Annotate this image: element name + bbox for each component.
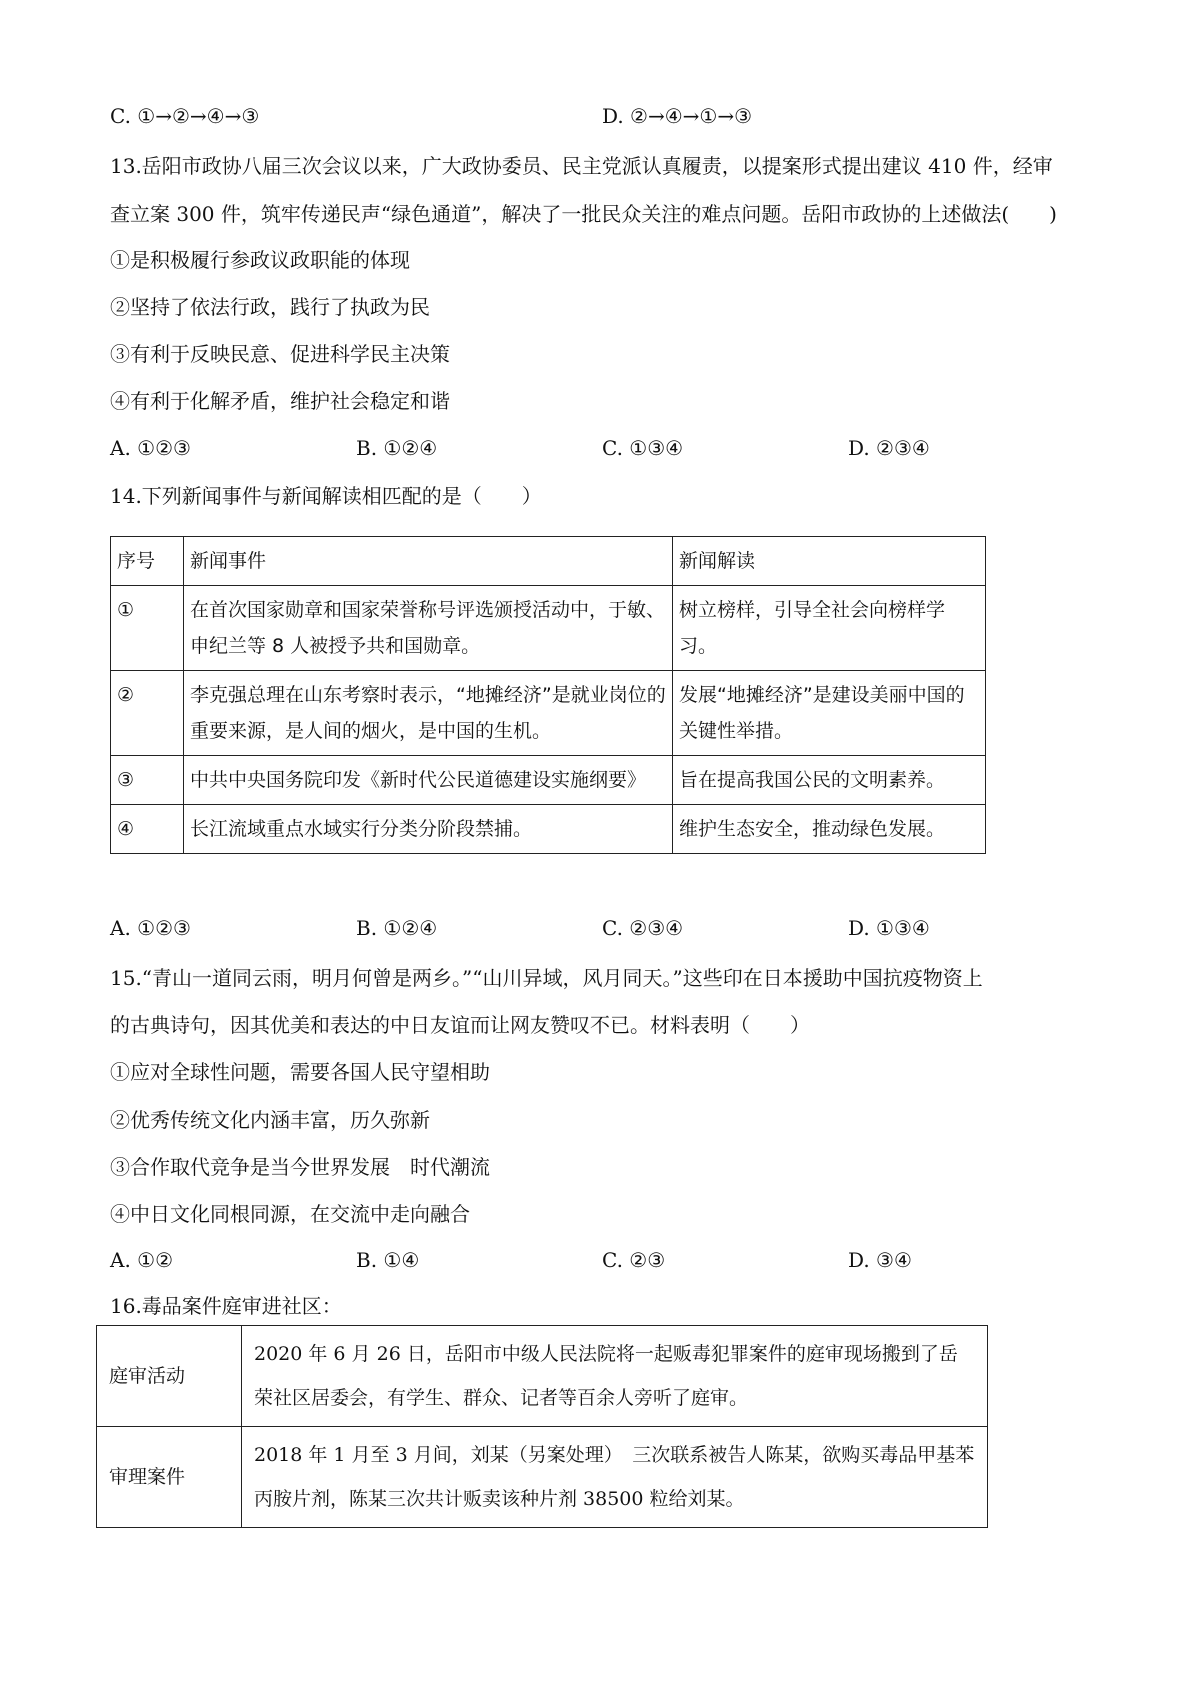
row-reading: 发展“地摊经济”是建设美丽中国的关键性举措。 [673, 671, 986, 756]
table-row [111, 805, 986, 854]
q15-stem-line1: 15.“青山一道同云雨，明月何曾是两乡。”“山川异域，风月同天。”这些印在日本援助中国抗疫物资上 [110, 966, 983, 990]
header-event: 新闻事件 [184, 537, 673, 586]
q14-option-d: D. ①③④ [848, 916, 930, 940]
q13-option-c: C. ①③④ [602, 436, 684, 460]
table-row [111, 756, 986, 805]
row-reading: 树立榜样，引导全社会向榜样学习。 [673, 586, 986, 671]
q13-stem-line1: 13.岳阳市政协八届三次会议以来，广大政协委员、民主党派认真履责，以提案形式提出建议 410 件，经审 [110, 154, 1053, 178]
row-reading: 旨在提高我国公民的文明素养。 [673, 756, 986, 805]
q13-item-1: ①是积极履行参政议政职能的体现 [110, 248, 410, 272]
q14-stem: 14.下列新闻事件与新闻解读相匹配的是（ ） [110, 484, 542, 508]
row-no: ② [111, 671, 184, 756]
q13-item-3: ③有利于反映民意、促进科学民主决策 [110, 342, 450, 366]
row-reading: 维护生态安全，推动绿色发展。 [673, 805, 986, 854]
q15-option-a: A. ①② [110, 1248, 174, 1272]
row-event: 李克强总理在山东考察时表示，“地摊经济”是就业岗位的重要来源，是人间的烟火，是中国的生机。 [184, 671, 673, 756]
row-content: 2020 年 6 月 26 日，岳阳市中级人民法院将一起贩毒犯罪案件的庭审现场搬到了岳荣社区居委会，有学生、群众、记者等百余人旁听了庭审。 [242, 1326, 988, 1427]
q12-option-d: D. ②→④→①→③ [602, 104, 753, 128]
q15-item-4: ④中日文化同根同源，在交流中走向融合 [110, 1202, 470, 1226]
row-no: ④ [111, 805, 184, 854]
row-event: 在首次国家勋章和国家荣誉称号评选颁授活动中，于敏、申纪兰等 8 人被授予共和国勋章。 [184, 586, 673, 671]
q13-option-a: A. ①②③ [110, 436, 191, 460]
q15-item-1: ①应对全球性问题，需要各国人民守望相助 [110, 1060, 490, 1084]
header-no: 序号 [111, 537, 184, 586]
q12-option-c: C. ①→②→④→③ [110, 104, 260, 128]
table-header-row [111, 537, 986, 586]
row-event: 长江流域重点水域实行分类分阶段禁捕。 [184, 805, 673, 854]
row-no: ③ [111, 756, 184, 805]
q15-item-3: ③合作取代竞争是当今世界发展 时代潮流 [110, 1155, 490, 1179]
q15-item-2: ②优秀传统文化内涵丰富，历久弥新 [110, 1108, 430, 1132]
header-reading: 新闻解读 [673, 537, 986, 586]
row-event: 中共中央国务院印发《新时代公民道德建设实施纲要》 [184, 756, 673, 805]
table-row [111, 671, 986, 756]
q13-option-d: D. ②③④ [848, 436, 930, 460]
q15-option-d: D. ③④ [848, 1248, 912, 1272]
q14-option-a: A. ①②③ [110, 916, 191, 940]
q13-option-b: B. ①②④ [356, 436, 438, 460]
q14-option-b: B. ①②④ [356, 916, 438, 940]
row-no: ① [111, 586, 184, 671]
table-row [97, 1427, 988, 1528]
q15-stem-line2: 的古典诗句，因其优美和表达的中日友谊而让网友赞叹不已。材料表明（ ） [110, 1013, 810, 1037]
q14-option-c: C. ②③④ [602, 916, 684, 940]
q13-item-4: ④有利于化解矛盾，维护社会稳定和谐 [110, 389, 450, 413]
q13-item-2: ②坚持了依法行政，践行了执政为民 [110, 295, 430, 319]
table-row [111, 586, 986, 671]
q16-case-table [96, 1325, 988, 1528]
q15-option-c: C. ②③ [602, 1248, 666, 1272]
row-label: 庭审活动 [97, 1326, 242, 1427]
row-label: 审理案件 [97, 1427, 242, 1528]
table-row [97, 1326, 988, 1427]
q14-news-table [110, 536, 986, 854]
row-content: 2018 年 1 月至 3 月间，刘某（另案处理） 三次联系被告人陈某，欲购买毒品甲基苯丙胺片剂，陈某三次共计贩卖该种片剂 38500 粒给刘某。 [242, 1427, 988, 1528]
q13-stem-line2: 查立案 300 件，筑牢传递民声“绿色通道”，解决了一批民众关注的难点问题。岳阳市政协的上述做法( ) [110, 202, 1057, 226]
q16-stem: 16.毒品案件庭审进社区： [110, 1294, 342, 1318]
q15-option-b: B. ①④ [356, 1248, 420, 1272]
